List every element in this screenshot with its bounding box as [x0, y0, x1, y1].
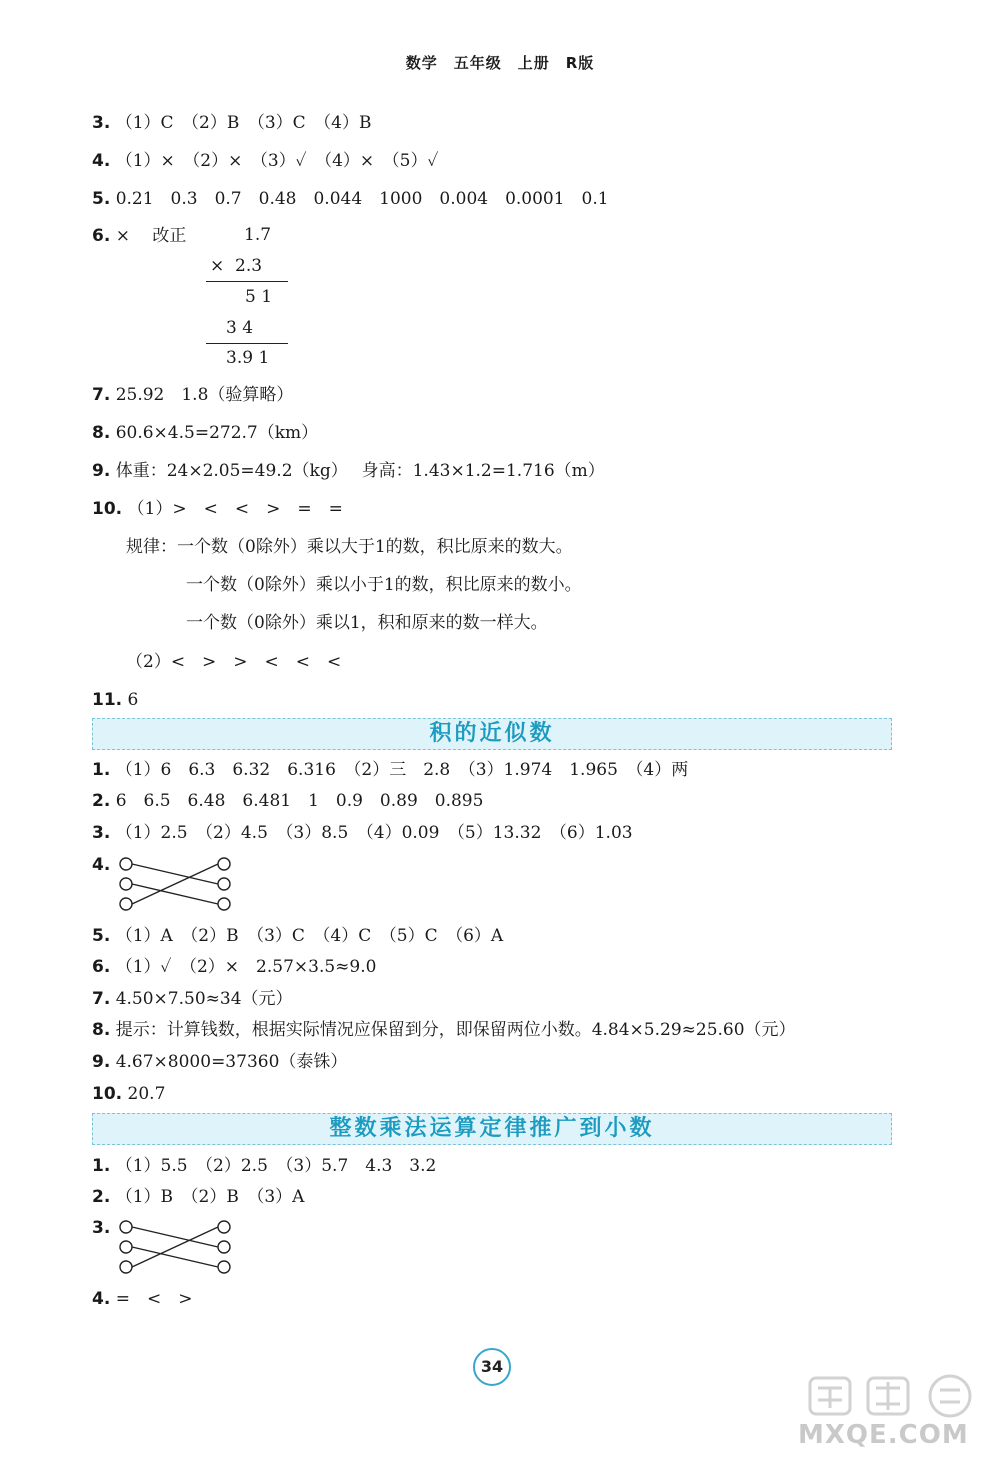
page-header: 数学 五年级 上册 R版: [405, 54, 595, 72]
answer-line: [92, 925, 503, 947]
item-number: 3.: [92, 113, 111, 133]
answer-line: [92, 460, 605, 482]
item-number: 10.: [92, 499, 123, 519]
answer-line: [92, 1051, 347, 1073]
item-number: 7.: [92, 989, 111, 1009]
answer-text: （1）B （2）B （3）A: [115, 1187, 305, 1207]
answer-line: [92, 225, 186, 247]
mult-rule: [206, 343, 288, 344]
mult-rule: [206, 281, 288, 282]
answer-text: 20.7: [127, 1084, 166, 1104]
matching-diagram: [116, 1217, 240, 1277]
left-circle: [120, 1261, 132, 1273]
answer-text: （1）A （2）B （3）C （4）C （5）C （6）A: [115, 926, 504, 946]
answer-line: [92, 422, 318, 444]
answer-text: = < >: [115, 1289, 193, 1309]
left-circle: [120, 878, 132, 890]
answer-text: （1）2.5 （2）4.5 （3）8.5 （4）0.09 （5）13.32 （6）1.03: [115, 823, 633, 843]
answer-line: [92, 1019, 796, 1041]
item-number: 4.: [92, 151, 111, 171]
item-number: 3.: [92, 823, 111, 843]
item-number: 2.: [92, 1187, 111, 1207]
answer-line: [92, 759, 688, 781]
answer-line: [92, 988, 293, 1010]
mult-row-2: × 2.3: [210, 256, 263, 276]
item-number: 2.: [92, 791, 111, 811]
item-number: 6.: [92, 957, 111, 977]
answer-text: 6 6.5 6.48 6.481 1 0.9 0.89 0.895: [115, 791, 484, 811]
right-circle: [218, 1241, 230, 1253]
item-number: 11.: [92, 690, 123, 710]
mult-row-4: 3 4: [226, 318, 254, 338]
answer-line: [92, 384, 293, 406]
right-circle: [218, 1221, 230, 1233]
section-title: 整数乘法运算定律推广到小数: [92, 1113, 892, 1145]
mult-row-3: 5 1: [245, 287, 273, 307]
item-number: 1.: [92, 1156, 111, 1176]
answer-line: [92, 188, 609, 210]
mult-row-5: 3.9 1: [226, 348, 270, 368]
item-number: 9.: [92, 461, 111, 481]
answer-line: [92, 112, 371, 134]
answer-text: （1）> < < > = =: [127, 499, 343, 519]
item-number: 4.: [92, 1289, 111, 1309]
left-circle: [120, 1241, 132, 1253]
rule-line: 一个数（0除外）乘以1，积和原来的数一样大。: [186, 613, 548, 633]
answer-text: 4.50×7.50≈34（元）: [115, 989, 293, 1009]
mult-row-1: 1.7: [244, 225, 272, 245]
item-number: 7.: [92, 385, 111, 405]
right-circle: [218, 878, 230, 890]
answer-line: [92, 1186, 304, 1208]
match-line: [132, 864, 218, 904]
rule-line: 规律：一个数（0除外）乘以大于1的数，积比原来的数大。: [126, 537, 573, 557]
answer-line: [92, 956, 376, 978]
section-title: 积的近似数: [92, 718, 892, 750]
answer-line: [92, 498, 343, 520]
item-number: 6.: [92, 226, 111, 246]
answer-text: 6: [127, 690, 139, 710]
answer-text: × 改正: [115, 226, 187, 246]
right-circle: [218, 898, 230, 910]
answer-text: （1）× （2）× （3）✓ （4）× （5）✓: [115, 151, 439, 171]
answer-text: （1）6 6.3 6.32 6.316 （2）三 2.8 （3）1.974 1.965 （4）两: [115, 760, 689, 780]
match-line: [132, 1227, 218, 1267]
answer-text: 4.67×8000=37360（泰铢）: [115, 1052, 348, 1072]
item-number: 8.: [92, 423, 111, 443]
rule-line: 一个数（0除外）乘以小于1的数，积比原来的数小。: [186, 575, 582, 595]
answer-line: [92, 790, 483, 812]
left-circle: [120, 1221, 132, 1233]
left-circle: [120, 858, 132, 870]
answer-line: [92, 1288, 192, 1310]
match-line: [132, 1227, 218, 1247]
item-number: 1.: [92, 760, 111, 780]
match-line: [132, 864, 218, 884]
match-line: [132, 1247, 218, 1267]
matching-diagram: [116, 854, 240, 914]
right-circle: [218, 1261, 230, 1273]
item-number: 5.: [92, 189, 111, 209]
answer-text: 体重：24×2.05=49.2（kg） 身高：1.43×1.2=1.716（m）: [115, 461, 605, 481]
answer-line: [92, 1083, 165, 1105]
answer-text: （1）5.5 （2）2.5 （3）5.7 4.3 3.2: [115, 1156, 437, 1176]
answer-text: 提示：计算钱数，根据实际情况应保留到分，即保留两位小数。4.84×5.29≈25.60（元）: [115, 1020, 796, 1040]
answer-line: [92, 689, 138, 711]
left-circle: [120, 898, 132, 910]
item-number: 8.: [92, 1020, 111, 1040]
match-line: [132, 884, 218, 904]
answer-line: [92, 1217, 110, 1239]
answer-line: [92, 1155, 436, 1177]
item-number: 10.: [92, 1084, 123, 1104]
answer-line: [92, 854, 110, 876]
page-number: 34: [473, 1348, 511, 1386]
item-number: 5.: [92, 926, 111, 946]
right-circle: [218, 858, 230, 870]
answer-text: 60.6×4.5=272.7（km）: [115, 423, 319, 443]
item-number: 9.: [92, 1052, 111, 1072]
answer-text: 25.92 1.8（验算略）: [115, 385, 294, 405]
watermark-text: MXQE.COM: [798, 1420, 969, 1450]
item-number: 4.: [92, 855, 111, 875]
answer-text: （1）C （2）B （3）C （4）B: [115, 113, 372, 133]
answer-line: [92, 150, 438, 172]
item-number: 3.: [92, 1218, 111, 1238]
answer-text: （1）✓ （2）× 2.57×3.5≈9.0: [115, 957, 377, 977]
answer-line: [92, 822, 633, 844]
answer-line: （2）< > > < < <: [126, 652, 342, 672]
answer-text: 0.21 0.3 0.7 0.48 0.044 1000 0.004 0.0001 0.1: [115, 189, 609, 209]
